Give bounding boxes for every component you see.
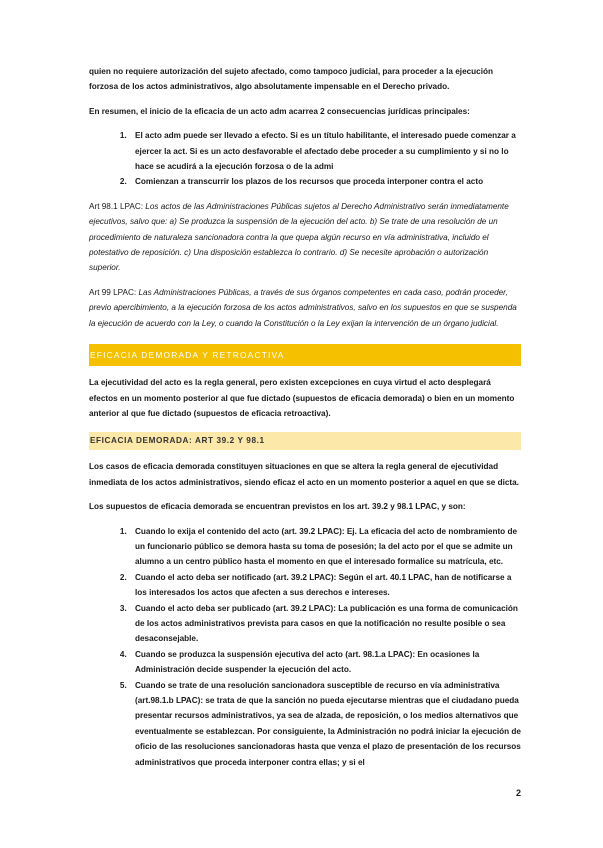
- art98-text: Los actos de las Administraciones Públicas sujetos al Derecho Administrativo serán inmediatamente ejecutivos, salvo que: a) Se produzca la suspensión de la ejecución del acto. b) Se trate de una resolución de un procedimiento de naturaleza sancionadora contra la que quepa algún recurso en vía administrativa, incluido el potestativo de reposición. c) Una disposición establezca lo contrario. d) Se necesite aprobación o autorización superior.: [89, 201, 509, 273]
- case-item: 2. Cuando el acto deba ser notificado (art. 39.2 LPAC): Según el art. 40.1 LPAC, han de notificarse a los interesados los actos que afecten a sus derechos e intereses.: [129, 570, 521, 601]
- summary-intro: En resumen, el inicio de la eficacia de un acto adm acarrea 2 consecuencias jurídicas principales:: [89, 106, 470, 116]
- cases-list: [89, 524, 521, 771]
- page-number: 2: [515, 788, 521, 798]
- art98-label: Art 98.1 LPAC:: [89, 201, 144, 211]
- case-item: 4. Cuando se produzca la suspensión ejecutiva del acto (art. 98.1.a LPAC): En ocasiones la Administración decide suspender la ejecución del acto.: [129, 647, 521, 678]
- summary-item: 1. El acto adm puede ser llevado a efecto. Si es un título habilitante, el interesado puede comenzar a ejercer la act. Si es un acto desfavorable el afectado debe proceder a su cumplimiento y si no lo hace se acudirá a la ejecución forzosa o de la admi: [129, 128, 521, 174]
- section-banner: EFICACIA DEMORADA Y RETROACTIVA: [89, 344, 521, 366]
- art99-paragraph: [89, 285, 521, 331]
- cases-intro: Los supuestos de eficacia demorada se encuentran previstos en los art. 39.2 y 98.1 LPAC, y son:: [89, 502, 466, 512]
- subsection-header: EFICACIA DEMORADA: ART 39.2 Y 98.1: [89, 432, 521, 450]
- case-item: 5. Cuando se trate de una resolución sancionadora susceptible de recurso en vía administrativa (art.98.1.b LPAC): se trata de que la sanción no pueda ejecutarse mientras que el ciudadano pueda presentar recursos administrativos, ya sea de alzada, de reposición, o los medios alternativos que eventualmente se establezcan. Por consiguiente, la Administración no podrá iniciar la ejecución de oficio de las resoluciones sancionadoras hasta que venza el plazo de presentación de los recursos administrativos que proceda interponer contra ellas; y si el: [129, 678, 521, 770]
- case-item: 1. Cuando lo exija el contenido del acto (art. 39.2 LPAC): Ej. La eficacia del acto de nombramiento de un funcionario público se demora hasta su toma de posesión; la del acto por el que se admite un alumno a un centro público hasta el momento en que el interesado formalice su matrícula, etc.: [129, 524, 521, 570]
- section-intro: La ejecutividad del acto es la regla general, pero existen excepciones en cuya virtud el acto desplegará efectos en un momento posterior al que fue dictado (supuestos de eficacia demorada) o bien en un momento anterior al que fue dictado (supuestos de eficacia retroactiva).: [89, 378, 515, 418]
- summary-item: 2. Comienzan a transcurrir los plazos de los recursos que proceda interponer contra el acto: [129, 174, 521, 189]
- demorada-definition: Los casos de eficacia demorada constituyen situaciones en que se altera la regla general de ejecutividad inmediata de los actos administrativos, siendo eficaz el acto en un momento posterior a aquel en que se dicta.: [89, 462, 519, 487]
- art99-label: Art 99 LPAC:: [89, 287, 137, 297]
- summary-list: [89, 128, 521, 190]
- intro-continuation: quien no requiere autorización del sujeto afectado, como tampoco judicial, para proceder a la ejecución forzosa de los actos administrativos, algo absolutamente impensable en el Derecho privado.: [89, 67, 494, 92]
- art98-paragraph: [89, 199, 521, 276]
- art99-text: Las Administraciones Públicas, a través de sus órganos competentes en cada caso, podrán proceder, previo apercibimiento, a la ejecución forzosa de los actos administrativos, salvo en los supuestos en que se suspenda la ejecución de acuerdo con la Ley, o cuando la Constitución o la Ley exijan la intervención de un órgano judicial.: [89, 287, 517, 328]
- case-item: 3. Cuando el acto deba ser publicado (art. 39.2 LPAC): La publicación es una forma de comunicación de los actos administrativos prevista para casos en que la notificación no resulte posible o sea desaconsejable.: [129, 601, 521, 647]
